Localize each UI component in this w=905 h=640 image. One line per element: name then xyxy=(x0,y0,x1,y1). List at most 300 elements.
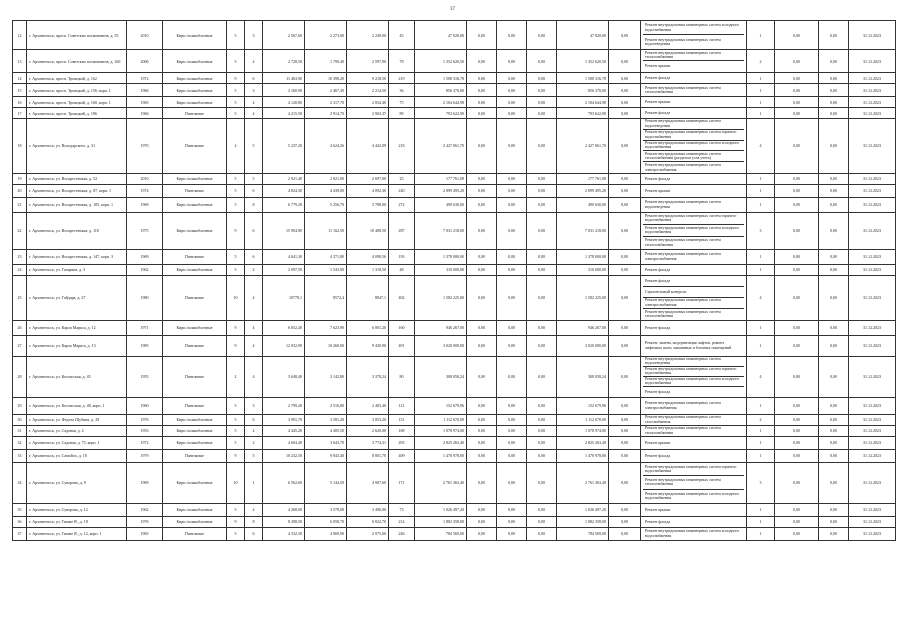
completion-date-cell: 31.12.2023 xyxy=(849,50,896,73)
floors-cell: 5 xyxy=(227,249,245,264)
work-type-item: Ремонт фасада xyxy=(645,175,671,181)
premises-area-cell: 8572,4 xyxy=(305,275,347,320)
row-number-cell: 32 xyxy=(13,436,27,449)
residents-count-cell: 80 xyxy=(389,356,415,397)
entrances-cell: 2 xyxy=(245,436,263,449)
wall-material-cell: Кирп./шлакоблочные xyxy=(163,320,227,335)
limit-cost-cell: 0,00 xyxy=(819,320,849,335)
premises-area-cell: 10 260,00 xyxy=(305,335,347,356)
residents-count-cell: 219 xyxy=(389,73,415,84)
local-budget-cell: 0,00 xyxy=(527,449,557,462)
entrances-cell: 2 xyxy=(245,264,263,275)
row-number-cell: 24 xyxy=(13,264,27,275)
residential-area-cell: 4 092,30 xyxy=(347,184,389,197)
floors-cell: 5 xyxy=(227,397,245,414)
limit-cost-cell: 0,00 xyxy=(819,21,849,50)
residential-area-cell: 2 697,00 xyxy=(347,173,389,184)
fund-share-cell: 0,00 xyxy=(467,197,497,212)
work-type-item: Ремонт крыши xyxy=(645,506,671,512)
row-number-cell: 18 xyxy=(13,119,27,174)
residents-count-cell: 218 xyxy=(389,119,415,174)
total-cost-cell: 1 026 497,20 xyxy=(415,503,467,516)
table-row xyxy=(13,462,896,503)
regional-budget-cell: 0,00 xyxy=(497,449,527,462)
work-count-cell: 4 xyxy=(747,275,775,320)
table-row xyxy=(13,527,896,540)
work-types-cell xyxy=(641,212,747,249)
wall-material-cell: Кирп./шлакоблочные xyxy=(163,197,227,212)
limit-cost-cell: 0,00 xyxy=(819,516,849,527)
floors-cell: 5 xyxy=(227,197,245,212)
regional-budget-cell: 0,00 xyxy=(497,264,527,275)
work-count-cell: 1 xyxy=(747,527,775,540)
residential-area-cell: 2 249,00 xyxy=(347,21,389,50)
other-funds-cell: 0,00 xyxy=(609,73,641,84)
limit-cost-cell: 0,00 xyxy=(819,197,849,212)
work-type-item: Ремонт внутридомовых инженерных систем холодного водоснабжения xyxy=(643,377,744,387)
residential-area-cell: 1 318,50 xyxy=(347,264,389,275)
owners-funds-cell: 2 104 644,98 xyxy=(557,97,609,108)
owners-funds-cell: 784 569,00 xyxy=(557,527,609,540)
entrances-cell: 8 xyxy=(245,516,263,527)
other-funds-cell: 0,00 xyxy=(609,249,641,264)
address-cell: г. Архангельск, ул. Гагарина, д. 3 xyxy=(27,264,127,275)
row-number-cell: 26 xyxy=(13,320,27,335)
premises-area-cell: 1 799,40 xyxy=(305,50,347,73)
residents-count-cell: 240 xyxy=(389,184,415,197)
completion-date-cell: 31.12.2023 xyxy=(849,335,896,356)
limit-cost-cell: 0,00 xyxy=(819,184,849,197)
work-type-item: Ремонт внутридомовых инженерных систем холодного водоснабжения xyxy=(643,225,744,237)
floors-cell: 9 xyxy=(227,449,245,462)
total-cost-cell: 490 630,00 xyxy=(415,197,467,212)
residential-area-cell: 2 975,60 xyxy=(347,527,389,540)
other-funds-cell: 0,00 xyxy=(609,449,641,462)
completion-date-cell: 31.12.2023 xyxy=(849,436,896,449)
total-area-cell: 2 921,40 xyxy=(263,173,305,184)
owners-funds-cell: 1 112 670,00 xyxy=(557,414,609,425)
residential-area-cell: 6 022,70 xyxy=(347,516,389,527)
work-count-cell: 1 xyxy=(747,320,775,335)
work-type-item: Ремонт внутридомовых инженерных систем теплоснабжения xyxy=(645,84,721,94)
regional-budget-cell: 0,00 xyxy=(497,503,527,516)
build-year-cell: 1974 xyxy=(127,184,163,197)
residents-count-cell: 73 xyxy=(389,503,415,516)
work-count-cell: 1 xyxy=(747,503,775,516)
total-area-cell: 8 298,50 xyxy=(263,516,305,527)
work-type-item: Ремонт внутридомовых инженерных систем теплоснабжения xyxy=(643,476,744,489)
fund-share-cell: 0,00 xyxy=(467,414,497,425)
build-year-cell: 1955 xyxy=(127,356,163,397)
work-type-item: Ремонт внутридомовых инженерных систем теплоснабжения xyxy=(645,308,721,319)
regional-budget-cell: 0,00 xyxy=(497,414,527,425)
regional-budget-cell: 0,00 xyxy=(497,119,527,174)
owners-funds-cell: 490 630,00 xyxy=(557,197,609,212)
premises-area-cell: 5 256,70 xyxy=(305,197,347,212)
entrances-cell: 4 xyxy=(245,320,263,335)
work-type-item: Ремонт внутридомовых инженерных систем водоотведения xyxy=(643,357,744,367)
fund-share-cell: 0,00 xyxy=(467,212,497,249)
entrances-cell: 6 xyxy=(245,414,263,425)
work-type-item: Ремонт внутридомовых инженерных систем теплоснабжения xyxy=(643,50,744,61)
total-cost-cell: 1 352 620,50 xyxy=(415,50,467,73)
work-types-cell xyxy=(641,84,747,97)
total-cost-cell: 177 761,08 xyxy=(415,173,467,184)
completion-date-cell: 31.12.2023 xyxy=(849,21,896,50)
other-funds-cell: 0,00 xyxy=(609,425,641,436)
work-type-item: Ремонт фасада xyxy=(645,74,671,80)
address-cell: г. Архангельск, ул. Котласская, д. 45 xyxy=(27,356,127,397)
limit-cost-cell: 0,00 xyxy=(819,173,849,184)
work-count-cell: 3 xyxy=(747,462,775,503)
residents-count-cell: 45 xyxy=(389,21,415,50)
entrances-cell: 4 xyxy=(245,425,263,436)
work-count-cell: 1 xyxy=(747,397,775,414)
address-cell: г. Архангельск, просп. Троицкий, д. 186 xyxy=(27,108,127,119)
row-number-cell: 30 xyxy=(13,414,27,425)
floors-cell: 5 xyxy=(227,414,245,425)
other-funds-cell: 0,00 xyxy=(609,108,641,119)
total-area-cell: 3 901,70 xyxy=(263,414,305,425)
premises-area-cell: 3 581,20 xyxy=(305,414,347,425)
row-number-cell: 15 xyxy=(13,84,27,97)
work-type-item: Ремонт внутридомовых инженерных систем водоотведения xyxy=(645,36,721,46)
owners-funds-cell: 2 761 363,40 xyxy=(557,462,609,503)
row-number-cell: 35 xyxy=(13,503,27,516)
residents-count-cell: 287 xyxy=(389,212,415,249)
local-budget-cell: 0,00 xyxy=(527,97,557,108)
table-row xyxy=(13,264,896,275)
other-funds-cell: 0,00 xyxy=(609,527,641,540)
completion-date-cell: 31.12.2023 xyxy=(849,264,896,275)
row-number-cell: 27 xyxy=(13,335,27,356)
specific-cost-cell: 0,00 xyxy=(775,212,819,249)
local-budget-cell: 0,00 xyxy=(527,503,557,516)
table-row xyxy=(13,184,896,197)
regional-budget-cell: 0,00 xyxy=(497,249,527,264)
work-types-cell xyxy=(641,436,747,449)
entrances-cell: 3 xyxy=(245,397,263,414)
owners-funds-cell: 2 427 061,70 xyxy=(557,119,609,174)
residents-count-cell: 48 xyxy=(389,264,415,275)
work-types-cell xyxy=(641,249,747,264)
build-year-cell: 2010 xyxy=(127,173,163,184)
build-year-cell: 1953 xyxy=(127,425,163,436)
completion-date-cell: 31.12.2023 xyxy=(849,197,896,212)
owners-funds-cell: 793 622,90 xyxy=(557,108,609,119)
wall-material-cell: Панельные xyxy=(163,249,227,264)
build-year-cell: 1965 xyxy=(127,527,163,540)
table-row xyxy=(13,73,896,84)
build-year-cell: 1962 xyxy=(127,503,163,516)
residents-count-cell: 36 xyxy=(389,84,415,97)
residents-count-cell: 402 xyxy=(389,275,415,320)
fund-share-cell: 0,00 xyxy=(467,249,497,264)
premises-area-cell: 2 516,80 xyxy=(305,397,347,414)
regional-budget-cell: 0,00 xyxy=(497,320,527,335)
work-type-item: Ремонт внутридомовых инженерных систем холодного водоснабжения xyxy=(645,528,740,538)
local-budget-cell: 0,00 xyxy=(527,462,557,503)
regional-budget-cell: 0,00 xyxy=(497,73,527,84)
wall-material-cell: Панельные xyxy=(163,356,227,397)
owners-funds-cell: 7 031 218,00 xyxy=(557,212,609,249)
table-row xyxy=(13,119,896,174)
owners-funds-cell: 1 470 978,00 xyxy=(557,449,609,462)
completion-date-cell: 31.12.2023 xyxy=(849,275,896,320)
entrances-cell: 4 xyxy=(245,97,263,108)
work-count-cell: 1 xyxy=(747,97,775,108)
entrances-cell: 6 xyxy=(245,212,263,249)
work-type-item: Ремонт крыши xyxy=(645,63,671,69)
residential-area-cell: 5 788,00 xyxy=(347,197,389,212)
work-count-cell: 1 xyxy=(747,84,775,97)
address-cell: г. Архангельск, просп. Советских космонавтов, д. 55 xyxy=(27,21,127,50)
work-count-cell: 1 xyxy=(747,335,775,356)
regional-budget-cell: 0,00 xyxy=(497,184,527,197)
work-types-cell xyxy=(641,275,747,320)
residential-area-cell: 2 620,00 xyxy=(347,425,389,436)
address-cell: г. Архангельск, ул. Суворова, д. 9 xyxy=(27,462,127,503)
work-type-item: Строительный контроль xyxy=(643,287,744,298)
limit-cost-cell: 0,00 xyxy=(819,50,849,73)
total-area-cell: 4 641,30 xyxy=(263,249,305,264)
address-cell: г. Архангельск, ул. Воскресенская, д. 105, корп. 1 xyxy=(27,197,127,212)
fund-share-cell: 0,00 xyxy=(467,84,497,97)
other-funds-cell: 0,00 xyxy=(609,436,641,449)
wall-material-cell: Кирп./шлакоблочные xyxy=(163,84,227,97)
residential-area-cell: 2 483,40 xyxy=(347,397,389,414)
entrances-cell: 1 xyxy=(245,462,263,503)
fund-share-cell: 0,00 xyxy=(467,108,497,119)
work-count-cell: 1 xyxy=(747,184,775,197)
row-number-cell: 25 xyxy=(13,275,27,320)
premises-area-cell: 2 317,70 xyxy=(305,97,347,108)
specific-cost-cell: 0,00 xyxy=(775,397,819,414)
table-row xyxy=(13,173,896,184)
work-type-item: Ремонт фасада xyxy=(645,518,671,524)
other-funds-cell: 0,00 xyxy=(609,184,641,197)
row-number-cell: 19 xyxy=(13,173,27,184)
wall-material-cell: Панельные xyxy=(163,449,227,462)
premises-area-cell: 9 843,40 xyxy=(305,449,347,462)
residents-count-cell: 205 xyxy=(389,436,415,449)
entrances-cell: 6 xyxy=(245,527,263,540)
residents-count-cell: 160 xyxy=(389,320,415,335)
build-year-cell: 1975 xyxy=(127,212,163,249)
premises-area-cell: 6 058,70 xyxy=(305,516,347,527)
total-area-cell: 15 904,90 xyxy=(263,212,305,249)
residential-area-cell: 8847,1 xyxy=(347,275,389,320)
regional-budget-cell: 0,00 xyxy=(497,462,527,503)
work-type-item: Ремонт фасада xyxy=(645,324,671,330)
entrances-cell: 3 xyxy=(245,21,263,50)
work-type-item: Ремонт внутридомовых инженерных систем холодного водоснабжения xyxy=(643,141,744,152)
row-number-cell: 13 xyxy=(13,50,27,73)
local-budget-cell: 0,00 xyxy=(527,397,557,414)
work-type-item: Ремонт внутридомовых инженерных систем горячего водоснабжения xyxy=(643,367,744,377)
total-cost-cell: 2 104 644,98 xyxy=(415,97,467,108)
residents-count-cell: 246 xyxy=(389,527,415,540)
total-cost-cell: 2 825 263,40 xyxy=(415,436,467,449)
work-type-item: Ремонт крыши xyxy=(645,187,671,193)
floors-cell: 5 xyxy=(227,527,245,540)
total-area-cell: 4 332,30 xyxy=(263,527,305,540)
wall-material-cell: Кирп./шлакоблочные xyxy=(163,73,227,84)
build-year-cell: 1972 xyxy=(127,436,163,449)
total-area-cell: 3 648,40 xyxy=(263,356,305,397)
limit-cost-cell: 0,00 xyxy=(819,84,849,97)
address-cell: г. Архангельск, ул. Котласская, д. 48, корп. 1 xyxy=(27,397,127,414)
owners-funds-cell: 3 020 000,00 xyxy=(557,335,609,356)
completion-date-cell: 31.12.2023 xyxy=(849,184,896,197)
specific-cost-cell: 0,00 xyxy=(775,119,819,174)
floors-cell: 5 xyxy=(227,503,245,516)
limit-cost-cell: 0,00 xyxy=(819,462,849,503)
total-area-cell: 12 032,90 xyxy=(263,335,305,356)
regional-budget-cell: 0,00 xyxy=(497,356,527,397)
other-funds-cell: 0,00 xyxy=(609,275,641,320)
build-year-cell: 1960 xyxy=(127,397,163,414)
floors-cell: 5 xyxy=(227,184,245,197)
floors-cell: 5 xyxy=(227,50,245,73)
table-row xyxy=(13,449,896,462)
work-type-item: Ремонт внутридомовых инженерных систем газоснабжения xyxy=(645,414,721,424)
specific-cost-cell: 0,00 xyxy=(775,527,819,540)
work-type-item: Ремонт, замена, модернизация лифтов, ремонт лифтовых шахт, машинных и блочных помещений xyxy=(645,340,732,350)
local-budget-cell: 0,00 xyxy=(527,249,557,264)
address-cell: г. Архангельск, ул. Карла Маркса, д. 12 xyxy=(27,320,127,335)
owners-funds-cell: 2 899 495,20 xyxy=(557,184,609,197)
specific-cost-cell: 0,00 xyxy=(775,462,819,503)
specific-cost-cell: 0,00 xyxy=(775,197,819,212)
total-area-cell: 2 567,60 xyxy=(263,21,305,50)
build-year-cell: 1966 xyxy=(127,84,163,97)
local-budget-cell: 0,00 xyxy=(527,527,557,540)
limit-cost-cell: 0,00 xyxy=(819,275,849,320)
premises-area-cell: 4 069,90 xyxy=(305,527,347,540)
row-number-cell: 23 xyxy=(13,249,27,264)
fund-share-cell: 0,00 xyxy=(467,275,497,320)
local-budget-cell: 0,00 xyxy=(527,84,557,97)
residents-count-cell: 112 xyxy=(389,397,415,414)
specific-cost-cell: 0,00 xyxy=(775,449,819,462)
wall-material-cell: Панельные xyxy=(163,335,227,356)
total-cost-cell: 2 761 363,40 xyxy=(415,462,467,503)
total-cost-cell: 3 020 000,00 xyxy=(415,335,467,356)
local-budget-cell: 0,00 xyxy=(527,264,557,275)
residents-count-cell: 78 xyxy=(389,50,415,73)
fund-share-cell: 0,00 xyxy=(467,119,497,174)
local-budget-cell: 0,00 xyxy=(527,73,557,84)
table-row xyxy=(13,249,896,264)
fund-share-cell: 0,00 xyxy=(467,462,497,503)
other-funds-cell: 0,00 xyxy=(609,503,641,516)
total-cost-cell: 1 582 225,00 xyxy=(415,275,467,320)
other-funds-cell: 0,00 xyxy=(609,264,641,275)
floors-cell: 5 xyxy=(227,108,245,119)
entrances-cell: 4 xyxy=(245,503,263,516)
floors-cell: 5 xyxy=(227,264,245,275)
address-cell: г. Архангельск, ул. Тимме Я., д. 12, корп. 1 xyxy=(27,527,127,540)
build-year-cell: 1969 xyxy=(127,462,163,503)
owners-funds-cell: 856 370,00 xyxy=(557,84,609,97)
work-count-cell: 2 xyxy=(747,50,775,73)
limit-cost-cell: 0,00 xyxy=(819,249,849,264)
premises-area-cell: 3 643,70 xyxy=(305,436,347,449)
regional-budget-cell: 0,00 xyxy=(497,97,527,108)
residents-count-cell: 168 xyxy=(389,425,415,436)
specific-cost-cell: 0,00 xyxy=(775,97,819,108)
limit-cost-cell: 0,00 xyxy=(819,97,849,108)
completion-date-cell: 31.12.2023 xyxy=(849,212,896,249)
local-budget-cell: 0,00 xyxy=(527,119,557,174)
residential-area-cell: 9 430,90 xyxy=(347,335,389,356)
residents-count-cell: 491 xyxy=(389,335,415,356)
floors-cell: 9 xyxy=(227,516,245,527)
entrances-cell: 4 xyxy=(245,108,263,119)
table-row xyxy=(13,97,896,108)
build-year-cell: 1976 xyxy=(127,414,163,425)
owners-funds-cell: 152 679,96 xyxy=(557,397,609,414)
entrances-cell: 5 xyxy=(245,449,263,462)
owners-funds-cell: 2 825 263,40 xyxy=(557,436,609,449)
regional-budget-cell: 0,00 xyxy=(497,84,527,97)
residents-count-cell: 171 xyxy=(389,462,415,503)
residential-area-cell: 2 903,37 xyxy=(347,108,389,119)
premises-area-cell: 3 578,00 xyxy=(305,503,347,516)
other-funds-cell: 0,00 xyxy=(609,212,641,249)
regional-budget-cell: 0,00 xyxy=(497,197,527,212)
build-year-cell: 1962 xyxy=(127,264,163,275)
other-funds-cell: 0,00 xyxy=(609,173,641,184)
table-row xyxy=(13,21,896,50)
residential-area-cell: 2 834,40 xyxy=(347,97,389,108)
total-cost-cell: 793 622,90 xyxy=(415,108,467,119)
completion-date-cell: 31.12.2023 xyxy=(849,425,896,436)
total-cost-cell: 1 078 974,00 xyxy=(415,425,467,436)
work-types-cell xyxy=(641,21,747,50)
build-year-cell: 1965 xyxy=(127,97,163,108)
total-area-cell: 4 268,00 xyxy=(263,503,305,516)
specific-cost-cell: 0,00 xyxy=(775,436,819,449)
work-types-cell xyxy=(641,516,747,527)
fund-share-cell: 0,00 xyxy=(467,425,497,436)
completion-date-cell: 31.12.2023 xyxy=(849,356,896,397)
total-area-cell: 2 728,50 xyxy=(263,50,305,73)
floors-cell: 5 xyxy=(227,173,245,184)
work-count-cell: 4 xyxy=(747,356,775,397)
total-area-cell: 6 562,60 xyxy=(263,462,305,503)
work-count-cell: 1 xyxy=(747,425,775,436)
total-cost-cell: 1 508 316,78 xyxy=(415,73,467,84)
total-area-cell: 5 237,20 xyxy=(263,119,305,174)
premises-area-cell: 4 371,80 xyxy=(305,249,347,264)
address-cell: г. Архангельск, ул. Воскресенская, д. 110 xyxy=(27,212,127,249)
fund-share-cell: 0,00 xyxy=(467,173,497,184)
fund-share-cell: 0,00 xyxy=(467,184,497,197)
specific-cost-cell: 0,00 xyxy=(775,516,819,527)
work-count-cell: 1 xyxy=(747,108,775,119)
wall-material-cell: Кирп./шлакоблочные xyxy=(163,414,227,425)
work-type-item: Ремонт внутридомовых инженерных систем электроснабжения xyxy=(645,400,721,410)
owners-funds-cell: 946 267,00 xyxy=(557,320,609,335)
row-number-cell: 28 xyxy=(13,356,27,397)
fund-share-cell: 0,00 xyxy=(467,516,497,527)
build-year-cell: 1970 xyxy=(127,119,163,174)
local-budget-cell: 0,00 xyxy=(527,173,557,184)
premises-area-cell: 2 273,00 xyxy=(305,21,347,50)
table-row xyxy=(13,503,896,516)
